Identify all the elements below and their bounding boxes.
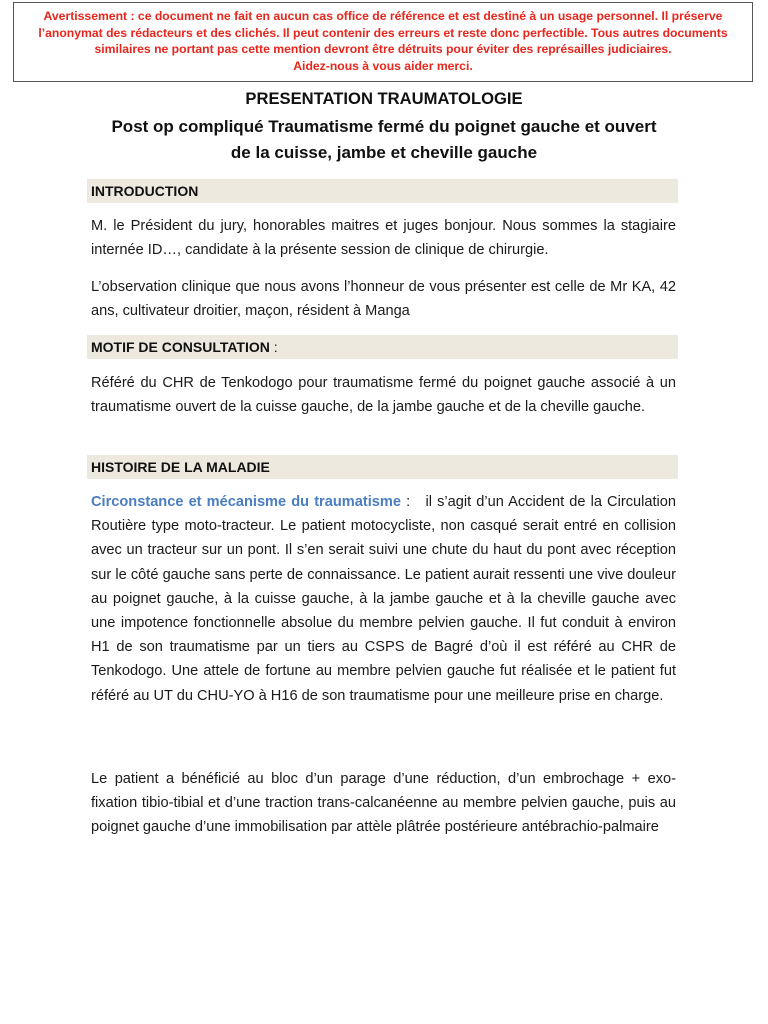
document-subtitle-line-1: Post op compliqué Traumatisme fermé du poignet gauche et ouvert [111, 117, 657, 136]
introduction-paragraph-1: M. le Président du jury, honorables maitres et juges bonjour. Nous sommes la stagiaire internée ID…, candidate à la présente session de clinique de chirurgie. [91, 218, 676, 259]
histoire-paragraph-1-text: il s’agit d’un Accident de la Circulation Routière type moto-tracteur. Le patient motocycliste, non casqué serait entré en collision avec un tracteur sur un pont. Il s’en serait suivi une chute du haut du pont avec réception sur le côté gauche sans perte de connaissance. Le patient aurait ressenti une vive douleur au poignet gauche, à la cuisse gauche, à la jambe gauche et à la cheville gauche avec une impotence fonctionnelle absolue du membre pelvien gauche. Il fut conduit à environ H1 de son traumatisme par un tiers au CSPS de Bagré d’où il est référé au CHR de Tenkodogo. Une attele de fortune au membre pelvien gauche fut réalisée et le patient fut référé au UT du CHU-YO à H16 de son traumatisme pour une meilleure prise en charge. [91, 494, 676, 704]
motif-paragraph-1: Référé du CHR de Tenkodogo pour traumatisme fermé du poignet gauche associé à un traumatisme ouvert de la cuisse gauche, de la jambe gauche et de la cheville gauche. [91, 375, 676, 416]
section-heading-introduction [87, 179, 678, 203]
section-heading-motif-text: MOTIF DE CONSULTATION [91, 339, 270, 355]
section-heading-motif-consultation [87, 335, 678, 359]
document-subtitle-line-2: de la cuisse, jambe et cheville gauche [230, 143, 538, 162]
section-heading-motif-suffix: : [269, 339, 278, 355]
section-heading-histoire-maladie [87, 455, 678, 479]
section-heading-introduction-text: INTRODUCTION [91, 183, 199, 199]
histoire-paragraph-1 [91, 490, 676, 708]
histoire-lead-label: Circonstance et mécanisme du traumatisme [91, 494, 401, 510]
disclaimer-warning-box: Avertissement : ce document ne fait en aucun cas office de référence et est destiné à un usage personnel. Il préserve l’anonymat des rédacteurs et des clichés. Il peut contenir des erreurs et reste donc perfectible. Tous autres documents similaires ne portant pas cette mention devront être détruits pour éviter des représailles judiciaires. Aidez-nous à vous aider merci. [13, 2, 753, 82]
histoire-paragraph-2: Le patient a bénéficié au bloc d’un parage d’une réduction, d’un embrochage + exo-fixation tibio-tibial et d’une traction trans-calcanéenne au membre pelvien gauche, puis au poignet gauche d’une immobilisation par attèle plâtrée postérieure antébrachio-palmaire [91, 771, 676, 836]
histoire-lead-separator: : [401, 494, 426, 510]
section-heading-histoire-text: HISTOIRE DE LA MALADIE [91, 459, 270, 475]
introduction-paragraph-2: L’observation clinique que nous avons l’honneur de vous présenter est celle de Mr KA, 42 ans, cultivateur droitier, maçon, résident à Manga [91, 279, 676, 320]
document-subtitle [40, 114, 728, 166]
document-title: PRESENTATION TRAUMATOLOGIE [245, 89, 523, 108]
